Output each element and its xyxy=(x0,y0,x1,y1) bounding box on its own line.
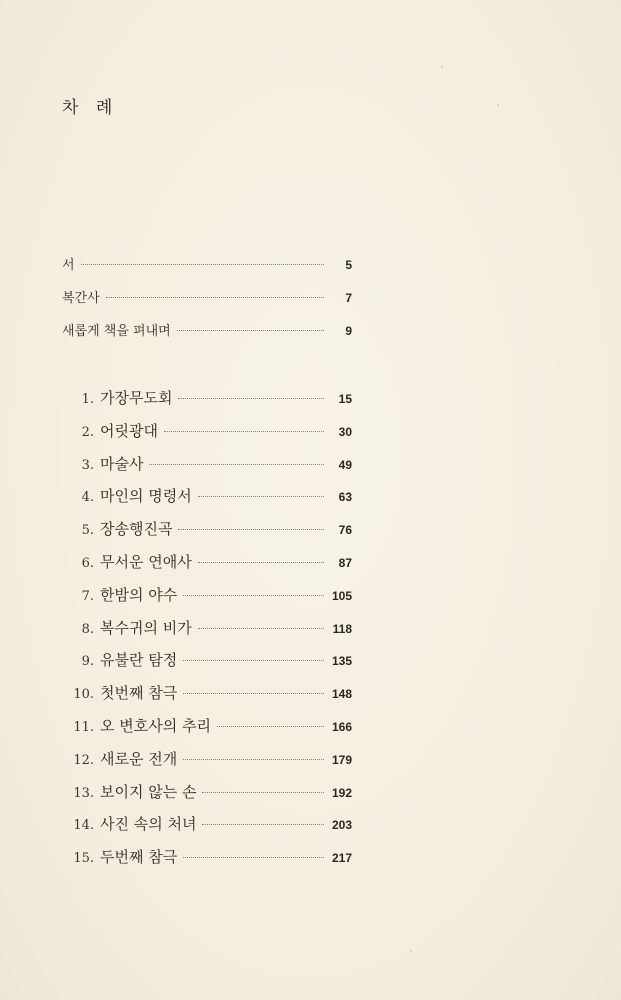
chapter-page: 148 xyxy=(331,687,352,702)
chapter-title: 새로운 전개 xyxy=(100,749,178,768)
dot-leader xyxy=(149,464,324,465)
paper-speck xyxy=(497,104,499,106)
toc-entry-chapter-2 xyxy=(62,420,352,453)
toc-entry-front-1 xyxy=(62,254,352,287)
chapter-number: 13. xyxy=(73,785,94,801)
chapter-page: 63 xyxy=(338,490,352,505)
chapter-page: 49 xyxy=(338,457,352,472)
chapter-page: 166 xyxy=(331,719,352,734)
chapter-page: 203 xyxy=(331,818,352,833)
toc-entry-chapter-12 xyxy=(62,748,352,781)
dot-leader xyxy=(178,398,324,399)
toc-entry-chapter-13 xyxy=(62,781,352,814)
chapter-title: 장송행진곡 xyxy=(100,520,173,539)
toc-entry-label: 서 xyxy=(62,258,75,273)
toc-entry-page: 9 xyxy=(345,323,352,338)
chapter-title: 유불란 탐정 xyxy=(100,651,178,670)
toc-entry-chapter-7 xyxy=(62,584,352,617)
toc-entry-page: 7 xyxy=(345,290,352,305)
chapter-number: 7. xyxy=(81,588,94,604)
dot-leader xyxy=(217,726,324,727)
chapter-title: 무서운 연애사 xyxy=(100,552,192,571)
paper-speck xyxy=(441,66,443,68)
toc-entry-label: 새롭게 책을 펴내며 xyxy=(62,323,171,339)
dot-leader xyxy=(81,264,324,265)
chapter-number: 8. xyxy=(81,621,94,637)
chapter-page: 87 xyxy=(338,555,352,570)
chapter-number: 1. xyxy=(81,392,94,407)
chapter-title: 마술사 xyxy=(100,454,144,473)
dot-leader xyxy=(183,693,324,694)
chapter-number: 10. xyxy=(73,687,94,703)
chapter-page: 30 xyxy=(338,424,352,439)
chapter-number: 9. xyxy=(81,654,94,670)
toc-entry-chapter-9 xyxy=(62,649,352,682)
chapter-number: 14. xyxy=(73,818,94,834)
toc-title: 차 례 xyxy=(62,98,119,118)
chapter-number: 15. xyxy=(73,851,94,867)
chapter-page: 105 xyxy=(331,588,352,603)
chapter-title: 가장무도회 xyxy=(100,389,173,407)
chapter-page: 76 xyxy=(338,523,352,538)
dot-leader xyxy=(177,330,324,331)
chapter-title: 마인의 명령서 xyxy=(100,487,192,506)
dot-leader xyxy=(198,562,324,563)
dot-leader xyxy=(198,628,324,629)
toc-entry-front-3 xyxy=(62,320,352,353)
chapter-title: 두번째 참극 xyxy=(100,848,178,867)
chapter-page: 118 xyxy=(332,621,352,636)
dot-leader xyxy=(183,759,324,760)
dot-leader xyxy=(183,857,324,858)
chapter-number: 2. xyxy=(81,424,94,440)
chapter-title: 첫번째 참극 xyxy=(100,684,178,703)
toc-entry-label: 복간사 xyxy=(62,290,100,306)
toc-entry-chapter-10 xyxy=(62,682,352,715)
chapter-title: 보이지 않는 손 xyxy=(100,782,197,801)
toc-entry-chapter-3 xyxy=(62,453,352,486)
chapter-number: 11. xyxy=(73,719,94,735)
toc-entry-chapter-5 xyxy=(62,518,352,551)
dot-leader xyxy=(178,529,324,530)
toc-entry-chapter-14 xyxy=(62,813,352,846)
dot-leader xyxy=(106,297,324,298)
chapter-list xyxy=(62,387,352,879)
dot-leader xyxy=(164,431,324,432)
dot-leader xyxy=(202,824,324,825)
toc-entry-front-2 xyxy=(62,287,352,320)
dot-leader xyxy=(198,496,324,497)
chapter-number: 12. xyxy=(73,752,94,768)
chapter-title: 복수귀의 비가 xyxy=(100,618,192,637)
dot-leader xyxy=(202,792,324,793)
chapter-number: 5. xyxy=(81,523,94,539)
toc-entry-chapter-1 xyxy=(62,387,352,420)
chapter-page: 217 xyxy=(331,851,352,866)
toc-entry-page: 5 xyxy=(345,258,352,272)
front-matter-list xyxy=(62,254,352,352)
toc-entry-chapter-6 xyxy=(62,551,352,584)
chapter-page: 15 xyxy=(338,392,352,406)
chapter-title: 한밤의 야수 xyxy=(100,585,178,604)
chapter-page: 192 xyxy=(331,785,352,800)
dot-leader xyxy=(183,660,324,661)
chapter-page: 135 xyxy=(331,654,352,669)
toc-entry-chapter-4 xyxy=(62,485,352,518)
paper-speck xyxy=(410,950,412,952)
chapter-page: 179 xyxy=(331,752,352,767)
chapter-number: 4. xyxy=(81,490,94,506)
dot-leader xyxy=(183,595,324,596)
toc-entry-chapter-15 xyxy=(62,846,352,879)
chapter-title: 오 변호사의 추리 xyxy=(100,716,211,735)
toc-entry-chapter-8 xyxy=(62,617,352,650)
chapter-title: 사진 속의 처녀 xyxy=(100,815,197,834)
toc-entry-chapter-11 xyxy=(62,715,352,748)
chapter-number: 3. xyxy=(81,457,94,473)
chapter-title: 어릿광대 xyxy=(100,421,158,440)
chapter-number: 6. xyxy=(81,555,94,571)
